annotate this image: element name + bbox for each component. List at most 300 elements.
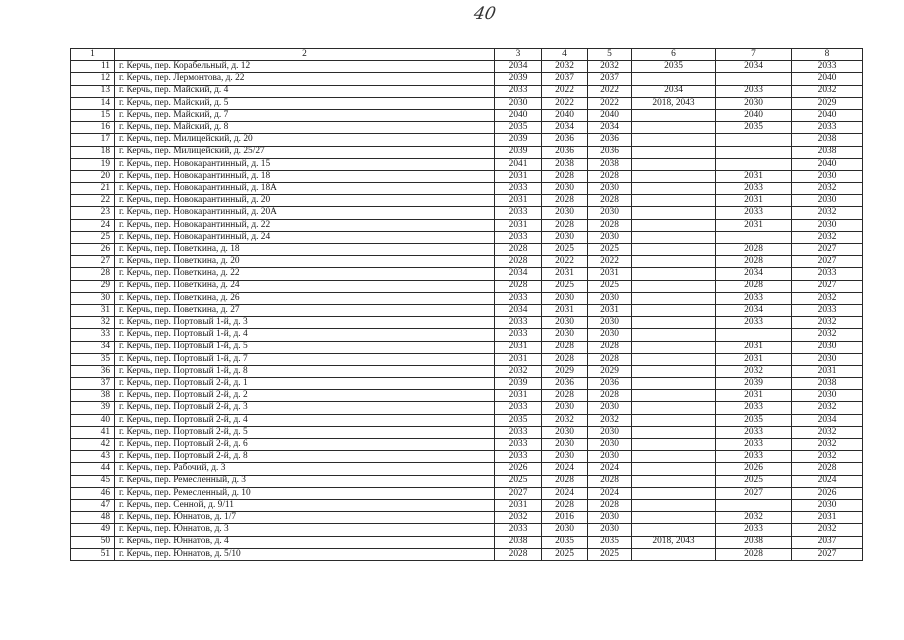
- cell-col-6-years: [632, 353, 716, 365]
- cell-row-number: 36: [71, 365, 115, 377]
- cell-col-8-year: 2029: [792, 97, 863, 109]
- cell-col-5-year: 2030: [588, 451, 632, 463]
- table-row: [71, 85, 863, 97]
- cell-col-3-year: 2033: [495, 426, 542, 438]
- cell-col-6-years: [632, 487, 716, 499]
- cell-col-4-year: 2024: [542, 487, 588, 499]
- cell-address: г. Керчь, пер. Поветкина, д. 26: [115, 292, 495, 304]
- cell-address: г. Керчь, пер. Портовый 2-й, д. 3: [115, 402, 495, 414]
- cell-col-8-year: 2032: [792, 329, 863, 341]
- cell-col-6-years: [632, 183, 716, 195]
- cell-col-5-year: 2028: [588, 195, 632, 207]
- cell-row-number: 41: [71, 426, 115, 438]
- cell-col-7-year: 2032: [716, 365, 792, 377]
- cell-col-8-year: 2030: [792, 219, 863, 231]
- cell-col-8-year: 2032: [792, 292, 863, 304]
- cell-address: г. Керчь, пер. Новокарантинный, д. 22: [115, 219, 495, 231]
- cell-col-4-year: 2032: [542, 414, 588, 426]
- cell-col-6-years: [632, 244, 716, 256]
- cell-col-3-year: 2031: [495, 499, 542, 511]
- cell-col-4-year: 2031: [542, 304, 588, 316]
- header-row: [71, 49, 863, 61]
- cell-col-4-year: 2030: [542, 402, 588, 414]
- cell-col-3-year: 2031: [495, 219, 542, 231]
- table-row: [71, 317, 863, 329]
- cell-row-number: 22: [71, 195, 115, 207]
- cell-address: г. Керчь, пер. Лермонтова, д. 22: [115, 73, 495, 85]
- cell-col-5-year: 2040: [588, 109, 632, 121]
- cell-col-7-year: 2033: [716, 85, 792, 97]
- cell-col-6-years: [632, 329, 716, 341]
- cell-col-5-year: 2024: [588, 463, 632, 475]
- cell-col-4-year: 2022: [542, 97, 588, 109]
- cell-col-3-year: 2026: [495, 463, 542, 475]
- cell-col-6-years: [632, 73, 716, 85]
- cell-col-6-years: [632, 158, 716, 170]
- cell-col-8-year: 2038: [792, 134, 863, 146]
- cell-col-6-years: [632, 304, 716, 316]
- table-row: [71, 244, 863, 256]
- cell-col-7-year: 2032: [716, 512, 792, 524]
- table-row: [71, 195, 863, 207]
- table-body: [71, 61, 863, 561]
- cell-address: г. Керчь, пер. Поветкина, д. 22: [115, 268, 495, 280]
- cell-col-6-years: [632, 317, 716, 329]
- cell-row-number: 48: [71, 512, 115, 524]
- table-row: [71, 61, 863, 73]
- cell-row-number: 19: [71, 158, 115, 170]
- cell-col-5-year: 2031: [588, 304, 632, 316]
- cell-address: г. Керчь, пер. Сенной, д. 9/11: [115, 499, 495, 511]
- cell-col-7-year: [716, 73, 792, 85]
- cell-col-4-year: 2028: [542, 475, 588, 487]
- cell-address: г. Керчь, пер. Рабочий, д. 3: [115, 463, 495, 475]
- table-row: [71, 122, 863, 134]
- cell-col-5-year: 2032: [588, 61, 632, 73]
- cell-col-7-year: [716, 329, 792, 341]
- cell-col-4-year: 2030: [542, 317, 588, 329]
- cell-col-6-years: [632, 109, 716, 121]
- cell-col-5-year: 2030: [588, 402, 632, 414]
- table-row: [71, 414, 863, 426]
- cell-col-8-year: 2031: [792, 365, 863, 377]
- cell-row-number: 33: [71, 329, 115, 341]
- cell-col-7-year: [716, 499, 792, 511]
- column-header-5: 5: [588, 49, 632, 61]
- cell-col-6-years: [632, 548, 716, 560]
- cell-col-7-year: 2028: [716, 244, 792, 256]
- cell-col-6-years: [632, 231, 716, 243]
- cell-col-8-year: 2038: [792, 378, 863, 390]
- cell-col-5-year: 2030: [588, 317, 632, 329]
- cell-col-5-year: 2028: [588, 390, 632, 402]
- cell-col-5-year: 2032: [588, 414, 632, 426]
- cell-col-7-year: 2033: [716, 439, 792, 451]
- cell-col-3-year: 2031: [495, 195, 542, 207]
- cell-col-5-year: 2022: [588, 97, 632, 109]
- cell-col-3-year: 2027: [495, 487, 542, 499]
- table-row: [71, 451, 863, 463]
- cell-col-8-year: 2032: [792, 426, 863, 438]
- cell-address: г. Керчь, пер. Новокарантинный, д. 18А: [115, 183, 495, 195]
- cell-col-6-years: [632, 402, 716, 414]
- cell-address: г. Керчь, пер. Портовый 1-й, д. 4: [115, 329, 495, 341]
- cell-row-number: 20: [71, 170, 115, 182]
- cell-col-7-year: 2034: [716, 304, 792, 316]
- cell-col-8-year: 2030: [792, 341, 863, 353]
- cell-col-4-year: 2016: [542, 512, 588, 524]
- cell-col-6-years: [632, 499, 716, 511]
- cell-col-3-year: 2030: [495, 97, 542, 109]
- cell-col-4-year: 2030: [542, 207, 588, 219]
- cell-col-3-year: 2034: [495, 61, 542, 73]
- cell-col-4-year: 2031: [542, 268, 588, 280]
- cell-col-5-year: 2038: [588, 158, 632, 170]
- cell-col-6-years: [632, 256, 716, 268]
- cell-col-5-year: 2036: [588, 378, 632, 390]
- cell-row-number: 34: [71, 341, 115, 353]
- cell-col-7-year: 2028: [716, 256, 792, 268]
- cell-col-3-year: 2025: [495, 475, 542, 487]
- cell-col-7-year: 2031: [716, 219, 792, 231]
- cell-col-3-year: 2032: [495, 512, 542, 524]
- cell-col-3-year: 2028: [495, 244, 542, 256]
- table-row: [71, 158, 863, 170]
- column-header-4: 4: [542, 49, 588, 61]
- cell-col-6-years: 2018, 2043: [632, 97, 716, 109]
- table-row: [71, 475, 863, 487]
- cell-address: г. Керчь, пер. Портовый 2-й, д. 1: [115, 378, 495, 390]
- table-row: [71, 146, 863, 158]
- cell-col-5-year: 2036: [588, 134, 632, 146]
- cell-col-3-year: 2040: [495, 109, 542, 121]
- cell-col-4-year: 2028: [542, 341, 588, 353]
- cell-col-5-year: 2025: [588, 280, 632, 292]
- cell-col-4-year: 2038: [542, 158, 588, 170]
- cell-address: г. Керчь, пер. Юннатов, д. 1/7: [115, 512, 495, 524]
- cell-row-number: 13: [71, 85, 115, 97]
- cell-col-7-year: 2031: [716, 390, 792, 402]
- cell-col-4-year: 2024: [542, 463, 588, 475]
- cell-col-5-year: 2028: [588, 170, 632, 182]
- cell-col-4-year: 2028: [542, 219, 588, 231]
- cell-col-8-year: 2040: [792, 73, 863, 85]
- cell-row-number: 51: [71, 548, 115, 560]
- cell-col-4-year: 2030: [542, 451, 588, 463]
- cell-col-7-year: 2033: [716, 183, 792, 195]
- cell-col-4-year: 2028: [542, 353, 588, 365]
- cell-col-3-year: 2033: [495, 451, 542, 463]
- cell-address: г. Керчь, пер. Майский, д. 7: [115, 109, 495, 121]
- cell-col-7-year: 2033: [716, 402, 792, 414]
- cell-col-5-year: 2025: [588, 244, 632, 256]
- cell-col-8-year: 2032: [792, 451, 863, 463]
- cell-row-number: 23: [71, 207, 115, 219]
- cell-col-4-year: 2037: [542, 73, 588, 85]
- cell-col-6-years: [632, 292, 716, 304]
- cell-row-number: 11: [71, 61, 115, 73]
- cell-col-7-year: 2031: [716, 353, 792, 365]
- table-row: [71, 280, 863, 292]
- cell-col-3-year: 2033: [495, 329, 542, 341]
- cell-col-6-years: 2018, 2043: [632, 536, 716, 548]
- cell-col-7-year: 2035: [716, 122, 792, 134]
- cell-row-number: 25: [71, 231, 115, 243]
- cell-col-7-year: 2033: [716, 426, 792, 438]
- cell-col-5-year: 2031: [588, 268, 632, 280]
- cell-col-6-years: [632, 378, 716, 390]
- cell-col-7-year: 2033: [716, 524, 792, 536]
- cell-address: г. Керчь, пер. Портовый 1-й, д. 8: [115, 365, 495, 377]
- cell-row-number: 46: [71, 487, 115, 499]
- cell-col-7-year: 2038: [716, 536, 792, 548]
- cell-address: г. Керчь, пер. Новокарантинный, д. 20: [115, 195, 495, 207]
- cell-col-7-year: [716, 146, 792, 158]
- cell-row-number: 45: [71, 475, 115, 487]
- cell-address: г. Керчь, пер. Майский, д. 4: [115, 85, 495, 97]
- cell-row-number: 40: [71, 414, 115, 426]
- cell-col-8-year: 2026: [792, 487, 863, 499]
- table-row: [71, 353, 863, 365]
- cell-col-8-year: 2038: [792, 146, 863, 158]
- cell-col-5-year: 2030: [588, 207, 632, 219]
- cell-row-number: 47: [71, 499, 115, 511]
- cell-col-7-year: 2031: [716, 195, 792, 207]
- cell-col-6-years: [632, 268, 716, 280]
- cell-col-6-years: [632, 426, 716, 438]
- cell-col-3-year: 2039: [495, 134, 542, 146]
- cell-col-6-years: [632, 134, 716, 146]
- cell-col-4-year: 2036: [542, 378, 588, 390]
- cell-col-3-year: 2041: [495, 158, 542, 170]
- cell-address: г. Керчь, пер. Портовый 2-й, д. 6: [115, 439, 495, 451]
- cell-col-3-year: 2031: [495, 170, 542, 182]
- cell-col-4-year: 2030: [542, 231, 588, 243]
- cell-col-4-year: 2028: [542, 195, 588, 207]
- cell-col-4-year: 2035: [542, 536, 588, 548]
- column-header-2: 2: [115, 49, 495, 61]
- cell-row-number: 39: [71, 402, 115, 414]
- cell-address: г. Керчь, пер. Юннатов, д. 4: [115, 536, 495, 548]
- cell-col-3-year: 2039: [495, 378, 542, 390]
- cell-col-8-year: 2040: [792, 158, 863, 170]
- cell-address: г. Керчь, пер. Портовый 2-й, д. 4: [115, 414, 495, 426]
- cell-col-8-year: 2032: [792, 439, 863, 451]
- cell-row-number: 28: [71, 268, 115, 280]
- table-row: [71, 341, 863, 353]
- cell-address: г. Керчь, пер. Портовый 2-й, д. 2: [115, 390, 495, 402]
- cell-col-8-year: 2027: [792, 244, 863, 256]
- cell-col-6-years: [632, 463, 716, 475]
- column-header-7: 7: [716, 49, 792, 61]
- cell-col-6-years: [632, 122, 716, 134]
- cell-col-7-year: 2028: [716, 548, 792, 560]
- cell-col-8-year: 2032: [792, 183, 863, 195]
- cell-col-6-years: [632, 280, 716, 292]
- cell-col-4-year: 2029: [542, 365, 588, 377]
- cell-col-3-year: 2031: [495, 390, 542, 402]
- cell-col-3-year: 2035: [495, 122, 542, 134]
- cell-col-5-year: 2022: [588, 85, 632, 97]
- cell-row-number: 27: [71, 256, 115, 268]
- cell-col-4-year: 2025: [542, 244, 588, 256]
- cell-col-7-year: 2033: [716, 451, 792, 463]
- cell-col-6-years: [632, 219, 716, 231]
- table-row: [71, 439, 863, 451]
- cell-address: г. Керчь, пер. Портовый 1-й, д. 5: [115, 341, 495, 353]
- cell-col-6-years: [632, 451, 716, 463]
- cell-address: г. Керчь, пер. Портовый 1-й, д. 7: [115, 353, 495, 365]
- table-row: [71, 292, 863, 304]
- cell-col-6-years: 2035: [632, 61, 716, 73]
- cell-col-8-year: 2032: [792, 207, 863, 219]
- cell-col-7-year: 2026: [716, 463, 792, 475]
- cell-address: г. Керчь, пер. Поветкина, д. 18: [115, 244, 495, 256]
- cell-col-8-year: 2034: [792, 414, 863, 426]
- cell-col-5-year: 2028: [588, 341, 632, 353]
- cell-col-5-year: 2022: [588, 256, 632, 268]
- cell-col-3-year: 2033: [495, 439, 542, 451]
- table-row: [71, 402, 863, 414]
- cell-row-number: 29: [71, 280, 115, 292]
- cell-address: г. Керчь, пер. Майский, д. 8: [115, 122, 495, 134]
- cell-col-5-year: 2030: [588, 183, 632, 195]
- table-row: [71, 536, 863, 548]
- cell-col-3-year: 2033: [495, 85, 542, 97]
- cell-address: г. Керчь, пер. Поветкина, д. 20: [115, 256, 495, 268]
- cell-col-6-years: [632, 365, 716, 377]
- cell-col-5-year: 2037: [588, 73, 632, 85]
- cell-col-4-year: 2028: [542, 390, 588, 402]
- cell-address: г. Керчь, пер. Портовый 1-й, д. 3: [115, 317, 495, 329]
- cell-address: г. Керчь, пер. Ремесленный, д. 3: [115, 475, 495, 487]
- cell-col-5-year: 2025: [588, 548, 632, 560]
- cell-col-3-year: 2032: [495, 365, 542, 377]
- table-row: [71, 329, 863, 341]
- cell-col-8-year: 2032: [792, 231, 863, 243]
- cell-col-7-year: 2034: [716, 268, 792, 280]
- column-header-8: 8: [792, 49, 863, 61]
- table-row: [71, 512, 863, 524]
- cell-address: г. Керчь, пер. Майский, д. 5: [115, 97, 495, 109]
- table-row: [71, 183, 863, 195]
- cell-col-5-year: 2035: [588, 536, 632, 548]
- cell-col-4-year: 2030: [542, 329, 588, 341]
- cell-col-4-year: 2028: [542, 170, 588, 182]
- cell-col-3-year: 2033: [495, 183, 542, 195]
- cell-address: г. Керчь, пер. Новокарантинный, д. 20А: [115, 207, 495, 219]
- page-number: 40: [472, 4, 498, 24]
- cell-col-8-year: 2033: [792, 122, 863, 134]
- cell-col-3-year: 2039: [495, 73, 542, 85]
- cell-col-3-year: 2033: [495, 231, 542, 243]
- cell-row-number: 26: [71, 244, 115, 256]
- cell-col-8-year: 2033: [792, 268, 863, 280]
- cell-col-7-year: 2030: [716, 97, 792, 109]
- cell-row-number: 44: [71, 463, 115, 475]
- cell-row-number: 38: [71, 390, 115, 402]
- cell-col-5-year: 2030: [588, 512, 632, 524]
- cell-col-7-year: 2028: [716, 280, 792, 292]
- table-row: [71, 390, 863, 402]
- cell-col-5-year: 2028: [588, 475, 632, 487]
- cell-col-7-year: 2031: [716, 170, 792, 182]
- cell-col-3-year: 2033: [495, 524, 542, 536]
- cell-col-3-year: 2031: [495, 341, 542, 353]
- cell-col-4-year: 2022: [542, 85, 588, 97]
- cell-col-8-year: 2033: [792, 304, 863, 316]
- cell-col-5-year: 2030: [588, 329, 632, 341]
- cell-col-5-year: 2036: [588, 146, 632, 158]
- table-row: [71, 256, 863, 268]
- cell-col-8-year: 2032: [792, 524, 863, 536]
- cell-address: г. Керчь, пер. Новокарантинный, д. 15: [115, 158, 495, 170]
- cell-col-3-year: 2033: [495, 402, 542, 414]
- cell-col-4-year: 2030: [542, 183, 588, 195]
- cell-col-7-year: 2031: [716, 341, 792, 353]
- table-row: [71, 499, 863, 511]
- cell-row-number: 15: [71, 109, 115, 121]
- cell-address: г. Керчь, пер. Ремесленный, д. 10: [115, 487, 495, 499]
- column-header-1: 1: [71, 49, 115, 61]
- cell-col-3-year: 2035: [495, 414, 542, 426]
- cell-col-7-year: [716, 231, 792, 243]
- cell-col-3-year: 2033: [495, 317, 542, 329]
- cell-col-7-year: 2027: [716, 487, 792, 499]
- cell-col-8-year: 2030: [792, 499, 863, 511]
- cell-col-8-year: 2032: [792, 317, 863, 329]
- cell-col-3-year: 2028: [495, 256, 542, 268]
- cell-row-number: 14: [71, 97, 115, 109]
- cell-col-7-year: 2033: [716, 207, 792, 219]
- cell-col-3-year: 2033: [495, 292, 542, 304]
- cell-row-number: 30: [71, 292, 115, 304]
- table-row: [71, 207, 863, 219]
- cell-row-number: 42: [71, 439, 115, 451]
- cell-col-7-year: 2033: [716, 317, 792, 329]
- table-row: [71, 378, 863, 390]
- cell-col-4-year: 2025: [542, 548, 588, 560]
- cell-col-3-year: 2039: [495, 146, 542, 158]
- table-row: [71, 231, 863, 243]
- cell-col-5-year: 2029: [588, 365, 632, 377]
- cell-col-8-year: 2030: [792, 390, 863, 402]
- cell-col-3-year: 2028: [495, 280, 542, 292]
- cell-address: г. Керчь, пер. Милицейский, д. 25/27: [115, 146, 495, 158]
- cell-address: г. Керчь, пер. Новокарантинный, д. 24: [115, 231, 495, 243]
- cell-col-5-year: 2028: [588, 219, 632, 231]
- cell-col-4-year: 2030: [542, 439, 588, 451]
- cell-col-6-years: [632, 195, 716, 207]
- table-row: [71, 97, 863, 109]
- cell-col-8-year: 2040: [792, 109, 863, 121]
- cell-col-3-year: 2031: [495, 353, 542, 365]
- cell-col-8-year: 2031: [792, 512, 863, 524]
- cell-col-8-year: 2033: [792, 61, 863, 73]
- cell-col-4-year: 2030: [542, 524, 588, 536]
- cell-col-4-year: 2034: [542, 122, 588, 134]
- table-row: [71, 170, 863, 182]
- cell-address: г. Керчь, пер. Портовый 2-й, д. 5: [115, 426, 495, 438]
- cell-col-8-year: 2024: [792, 475, 863, 487]
- cell-col-7-year: 2034: [716, 61, 792, 73]
- cell-col-3-year: 2038: [495, 536, 542, 548]
- cell-col-6-years: [632, 439, 716, 451]
- cell-row-number: 12: [71, 73, 115, 85]
- cell-col-3-year: 2034: [495, 304, 542, 316]
- cell-col-3-year: 2033: [495, 207, 542, 219]
- cell-row-number: 32: [71, 317, 115, 329]
